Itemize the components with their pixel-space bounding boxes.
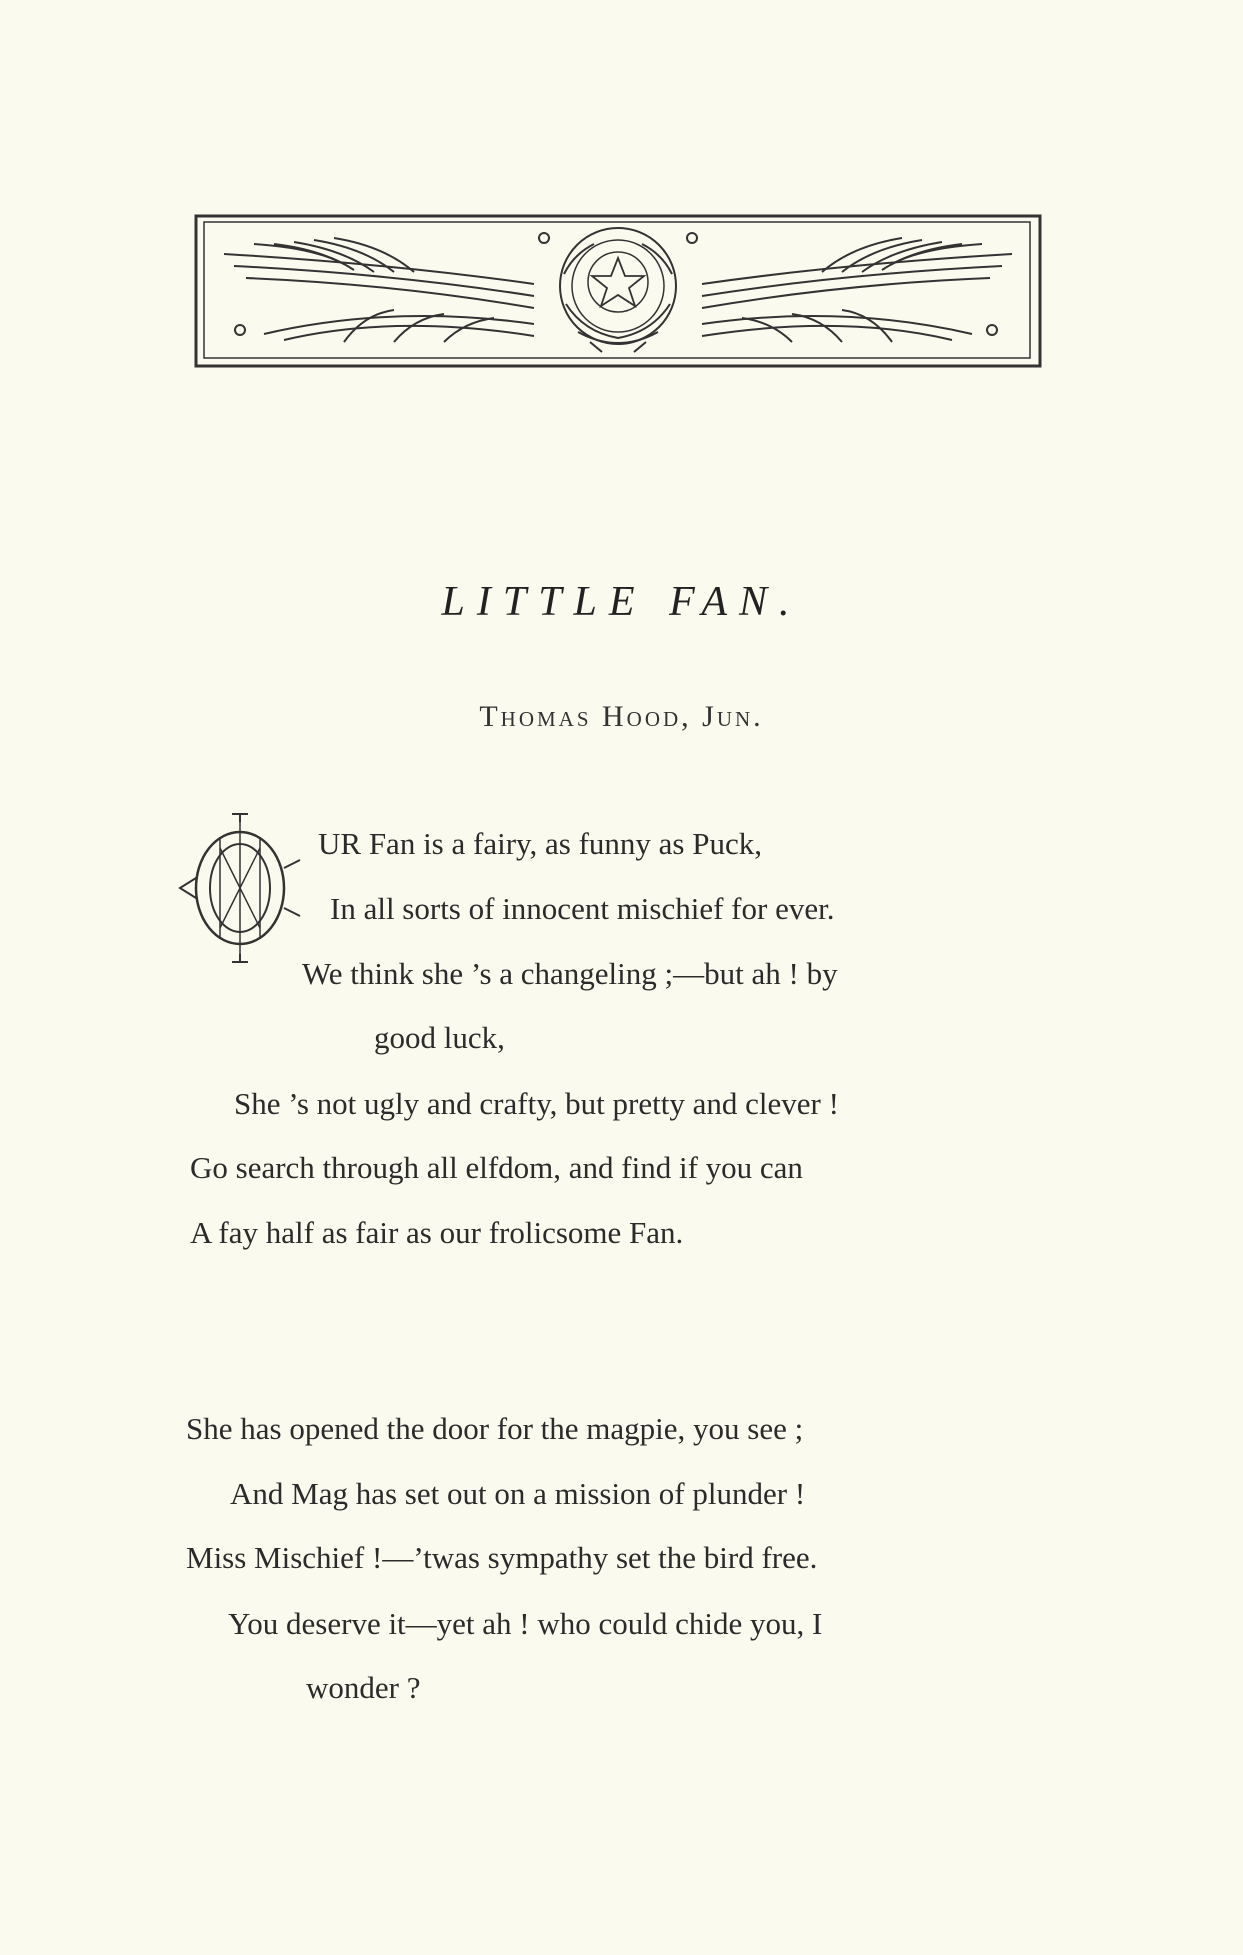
stanza2-line-4: You deserve it—yet ah ! who could chide you, I bbox=[228, 1606, 823, 1641]
stanza1-line-6: Go search through all elfdom, and find if you can bbox=[190, 1150, 803, 1185]
drop-cap bbox=[176, 808, 306, 968]
stanza1-line-3: We think she ’s a changeling ;—but ah ! by bbox=[302, 956, 838, 991]
stanza1-line-5: She ’s not ugly and crafty, but pretty and clever ! bbox=[234, 1086, 839, 1121]
stanza1-line-7: A fay half as fair as our frolicsome Fan. bbox=[190, 1215, 684, 1250]
stanza1-line-4: good luck, bbox=[374, 1020, 505, 1055]
ornamental-headpiece bbox=[194, 214, 1042, 368]
wreath-ornament-icon bbox=[194, 214, 1042, 368]
ornate-letter-o-icon bbox=[176, 808, 306, 968]
stanza2-line-2: And Mag has set out on a mission of plunder ! bbox=[230, 1476, 806, 1511]
stanza2-line-5: wonder ? bbox=[306, 1670, 421, 1705]
stanza1-line-2: In all sorts of innocent mischief for ever. bbox=[330, 891, 835, 926]
stanza1-line-1: UR Fan is a fairy, as funny as Puck, bbox=[318, 826, 762, 861]
stanza2-line-3: Miss Mischief !—’twas sympathy set the bird free. bbox=[186, 1540, 818, 1575]
poem-title: LITTLE FAN. bbox=[441, 579, 802, 625]
stanza2-line-1: She has opened the door for the magpie, you see ; bbox=[186, 1411, 804, 1446]
poem-author: Thomas Hood, Jun. bbox=[479, 700, 764, 733]
